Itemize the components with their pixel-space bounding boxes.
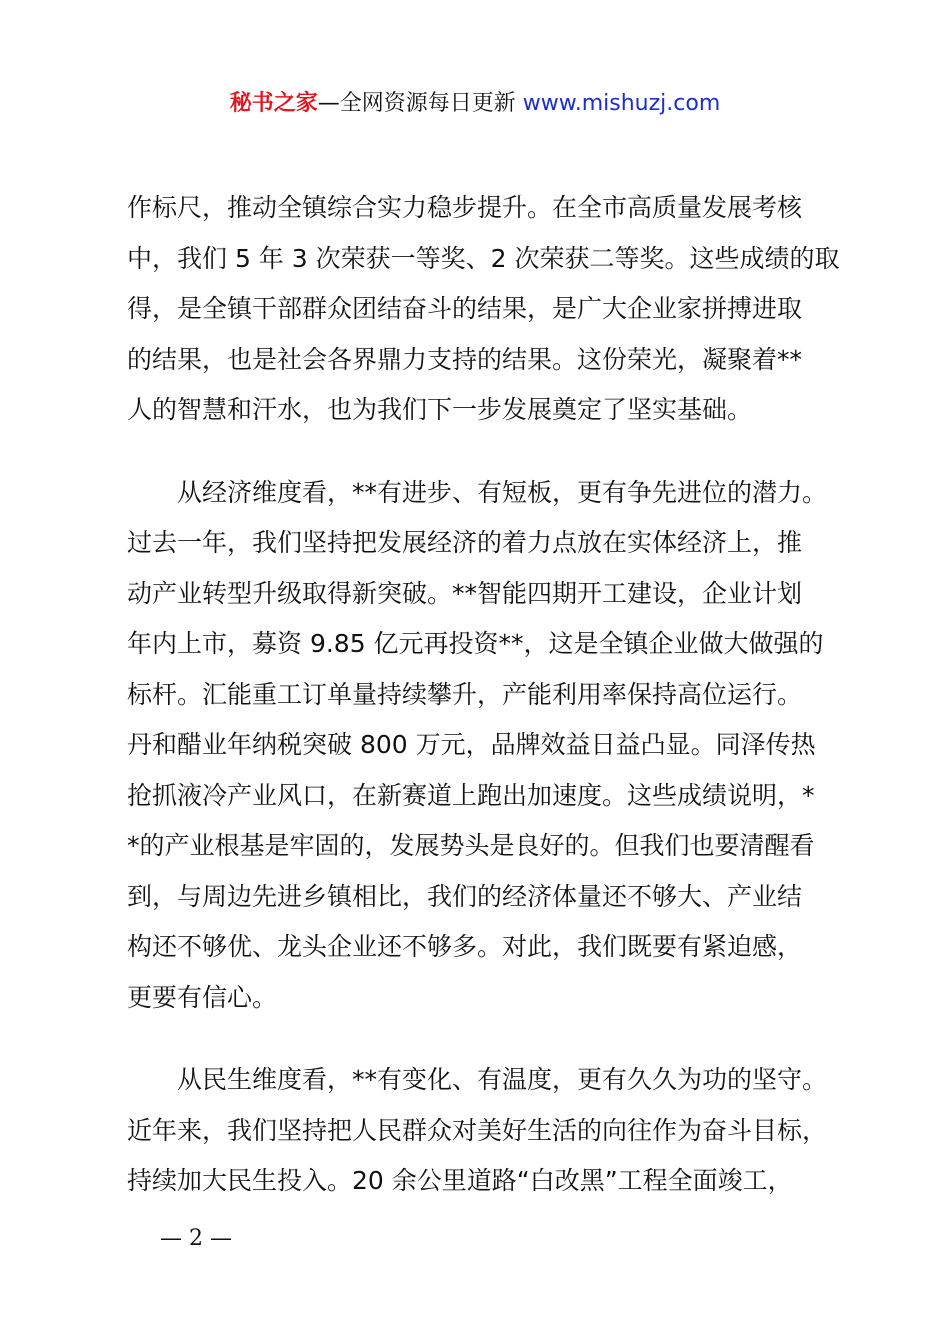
text-line: 得，是全镇干部群众团结奋斗的结果，是广大企业家拼搏进取	[127, 294, 803, 323]
text-line: 到，与周边先进乡镇相比，我们的经济体量还不够大、产业结	[127, 881, 803, 911]
text-line: *的产业根基是牢固的，发展势头是良好的。但我们也要清醒看	[127, 831, 815, 860]
text-line: 过去一年，我们坚持把发展经济的着力点放在实体经济上，推	[127, 528, 803, 557]
text-line: 作标尺，推动全镇综合实力稳步提升。在全市高质量发展考核	[127, 193, 803, 222]
paragraph-3	[127, 1055, 839, 1207]
text-line: 动产业转型升级取得新突破。**智能四期开工建设，企业计划	[127, 578, 803, 608]
text-line: 从民生维度看，**有变化、有温度，更有久久为功的坚守。	[177, 1065, 828, 1094]
text-line: 更要有信心。	[127, 982, 278, 1012]
document-body	[127, 183, 839, 1207]
text-line: 近年来，我们坚持把人民群众对美好生活的向往作为奋斗目标，	[127, 1115, 828, 1145]
text-line: 年内上市，募资 9.85 亿元再投资**，这是全镇企业做大做强的	[127, 629, 824, 658]
paragraph-2	[127, 468, 839, 1024]
text-line: 构还不够优、龙头企业还不够多。对此，我们既要有紧迫感，	[127, 932, 803, 961]
site-header	[0, 88, 950, 120]
text-line: 标杆。汇能重工订单量持续攀升，产能利用率保持高位运行。	[127, 679, 803, 709]
paragraph-1	[127, 183, 839, 436]
text-line: 中，我们 5 年 3 次荣获一等奖、2 次荣获二等奖。这些成绩的取	[127, 243, 840, 273]
text-line: 从经济维度看，**有进步、有短板，更有争先进位的潜力。	[177, 477, 828, 507]
text-line: 抢抓液冷产业风口，在新赛道上跑出加速度。这些成绩说明，*	[127, 780, 815, 810]
text-line: 的结果，也是社会各界鼎力支持的结果。这份荣光，凝聚着**	[127, 344, 803, 374]
text-line: 丹和醋业年纳税突破 800 万元，品牌效益日益凸显。同泽传热	[127, 730, 816, 759]
site-brand: 秘书之家	[229, 91, 318, 116]
site-url-link[interactable]: www.mishuzj.com	[522, 91, 721, 116]
page-number: — 2 —	[160, 1226, 232, 1251]
site-tagline: —全网资源每日更新	[317, 91, 523, 116]
text-line: 人的智慧和汗水，也为我们下一步发展奠定了坚实基础。	[127, 395, 753, 424]
text-line: 持续加大民生投入。20 余公里道路“白改黑”工程全面竣工，	[127, 1166, 793, 1195]
